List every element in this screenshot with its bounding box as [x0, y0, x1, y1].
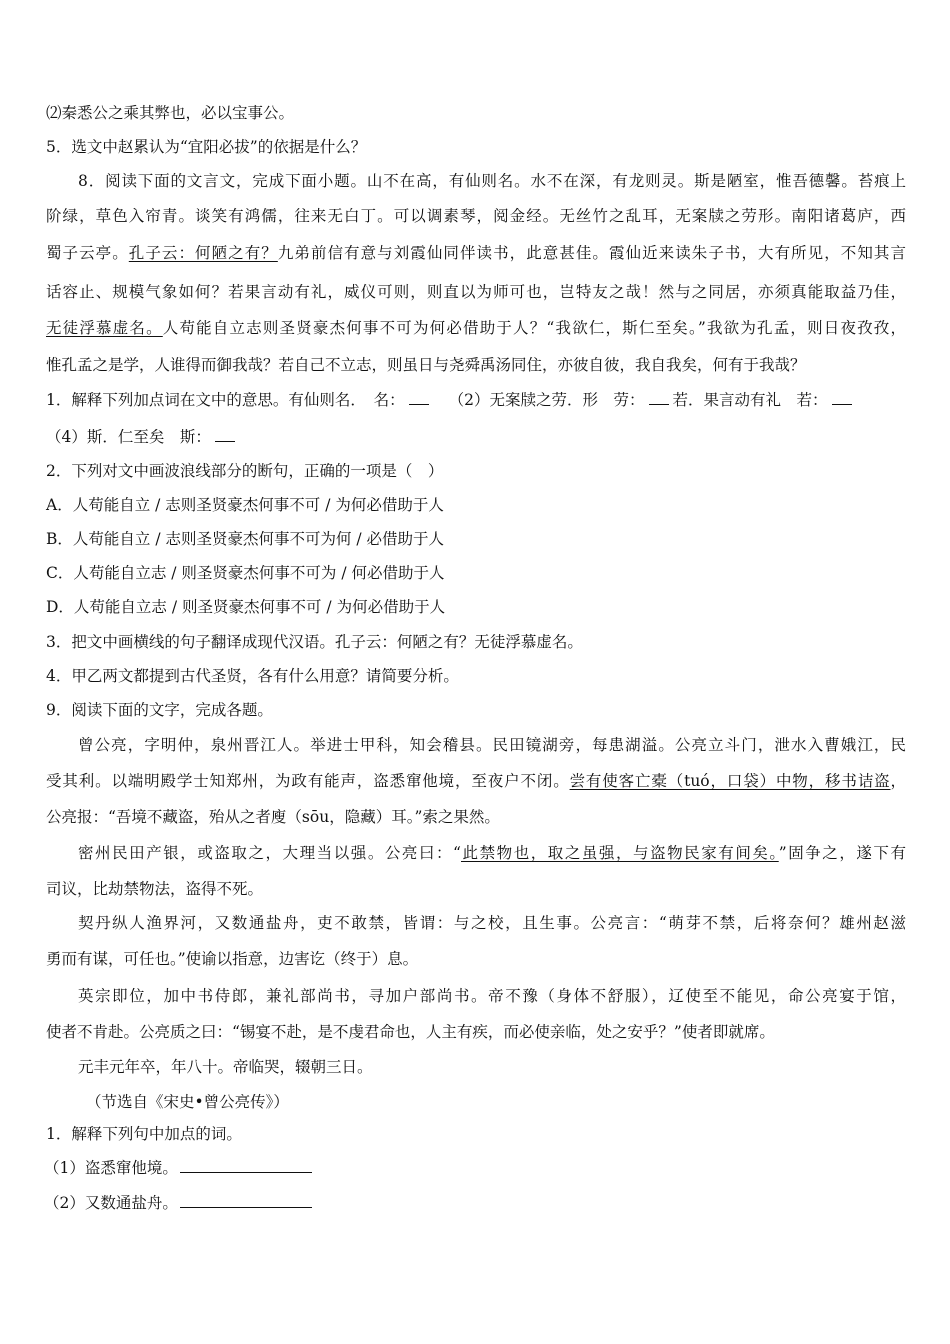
passage-line: 使者不肯赴。公亮质之曰：“锡宴不赴，是不虔君命也，人主有疾，而必使亲临，处之安乎？”使者即就席。 — [46, 1023, 775, 1041]
question-1 — [46, 390, 906, 410]
option-c: C．人苟能自立志 / 则圣贤豪杰何事不可为 / 何必借助于人 — [46, 564, 445, 582]
answer-blank[interactable] — [215, 427, 235, 442]
question-text: （2）无案牍之劳．形 劳： — [448, 391, 645, 409]
question-1: 1．解释下列句中加点的词。 — [46, 1125, 242, 1143]
question-text: 若．果言动有礼 若： — [672, 391, 828, 409]
answer-blank[interactable] — [649, 390, 669, 405]
wavy-line-text: 人苟能自立志则圣贤豪杰何事不可为何必借助于人？“我欲仁，斯仁至矣。”我欲为孔孟，则日夜孜孜， — [162, 319, 906, 337]
passage-line: 司议，比劫禁物法，盗得不死。 — [46, 880, 264, 898]
passage-line: 英宗即位，加中书侍郎，兼礼部尚书，寻加户部尚书。帝不豫（身体不舒服），辽使至不能见，命公亮宴于馆， — [78, 987, 906, 1005]
question-1-part-4 — [46, 427, 906, 447]
passage-text: 密州民田产银，或盗取之，大理当以强。公亮曰：“ — [78, 844, 461, 862]
underlined-sentence: 尝有使客亡橐（tuó，口袋）中物，移书诘盗 — [569, 772, 891, 790]
passage-line — [78, 843, 906, 863]
passage-line — [46, 243, 906, 263]
question-text: （2）又数通盐舟。 — [44, 1194, 178, 1212]
answer-blank[interactable] — [180, 1158, 312, 1173]
passage-line: 阶绿，草色入帘青。谈笑有鸿儒，往来无白丁。可以调素琴，阅金经。无丝竹之乱耳，无案牍之劳形。南阳诸葛庐，西 — [46, 207, 906, 225]
question-4: 4．甲乙两文都提到古代圣贤，各有什么用意？请简要分析。 — [46, 667, 459, 685]
passage-line: 8．阅读下面的文言文，完成下面小题。山不在高，有仙则名。水不在深，有龙则灵。斯是陋室，惟吾德馨。苔痕上 — [78, 172, 906, 190]
source-citation: （节选自《宋史•曾公亮传》） — [86, 1093, 289, 1111]
text-line: ⑵秦悉公之乘其弊也，必以宝事公。 — [46, 104, 295, 122]
option-a: A．人苟能自立 / 志则圣贤豪杰何事不可 / 为何必借助于人 — [46, 496, 444, 514]
question-9: 9．阅读下面的文字，完成各题。 — [46, 701, 273, 719]
question-text: （4）斯．仁至矣 斯： — [46, 428, 211, 446]
answer-blank[interactable] — [180, 1193, 312, 1208]
question-1-part-1 — [44, 1158, 904, 1178]
passage-line: 元丰元年卒，年八十。帝临哭，辍朝三日。 — [78, 1058, 373, 1076]
passage-line: 话容止、规模气象如何？若果言动有礼，威仪可则，则直以为师可也，岂特友之哉！然与之同居，亦须真能取益乃佳， — [46, 283, 906, 301]
passage-line: 惟孔孟之是学，人谁得而御我哉？若自己不立志，则虽日与尧舜禹汤同住，亦彼自彼，我自我矣，何有于我哉？ — [46, 356, 806, 374]
passage-text: 蜀子云亭。 — [46, 244, 129, 262]
question-1-part-2 — [44, 1193, 904, 1213]
question-5: 5．选文中赵累认为“宜阳必拔”的依据是什么？ — [46, 138, 367, 156]
underlined-sentence: 无徒浮慕虚名。 — [46, 319, 163, 337]
question-2: 2．下列对文中画波浪线部分的断句，正确的一项是（ ） — [46, 462, 444, 480]
underlined-sentence: 孔子云：何陋之有？ — [128, 244, 278, 262]
passage-line — [46, 771, 906, 791]
passage-line: 契丹纵人渔界河，又数通盐舟，吏不敢禁，皆谓：与之校，且生事。公亮言：“萌芽不禁，后将奈何？雄州赵滋 — [78, 914, 906, 932]
passage-line: 勇而有谋，可任也。”使谕以指意，边害讫（终于）息。 — [46, 950, 419, 968]
passage-text: 受其利。以端明殿学士知郑州，为政有能声，盗悉窜他境，至夜户不闭。 — [46, 772, 570, 790]
passage-line: 公亮报：“吾境不藏盗，殆从之者廋（sōu，隐藏）耳。”索之果然。 — [46, 808, 500, 826]
passage-line: 曾公亮，字明仲，泉州晋江人。举进士甲科，知会稽县。民田镜湖旁，每患湖溢。公亮立斗门，泄水入曹娥江，民 — [78, 736, 906, 754]
answer-blank[interactable] — [409, 390, 429, 405]
option-b: B．人苟能自立 / 志则圣贤豪杰何事不可为何 / 必借助于人 — [46, 530, 445, 548]
passage-text: ”固争之，遂下有 — [778, 844, 906, 862]
question-text: （1）盗悉窜他境。 — [44, 1159, 178, 1177]
question-3: 3．把文中画横线的句子翻译成现代汉语。孔子云：何陋之有？无徒浮慕虚名。 — [46, 633, 583, 651]
passage-text: ， — [890, 772, 906, 790]
option-d: D．人苟能自立志 / 则圣贤豪杰何事不可 / 为何必借助于人 — [46, 598, 446, 616]
passage-line — [46, 318, 906, 338]
passage-text: 九弟前信有意与刘霞仙同伴读书，此意甚佳。霞仙近来读朱子书，大有所见，不知其言 — [277, 244, 906, 262]
underlined-sentence: 此禁物也，取之虽强，与盗物民家有间矣。 — [461, 844, 779, 862]
question-text: 1．解释下列加点词在文中的意思。有仙则名． 名： — [46, 391, 405, 409]
answer-blank[interactable] — [832, 390, 852, 405]
